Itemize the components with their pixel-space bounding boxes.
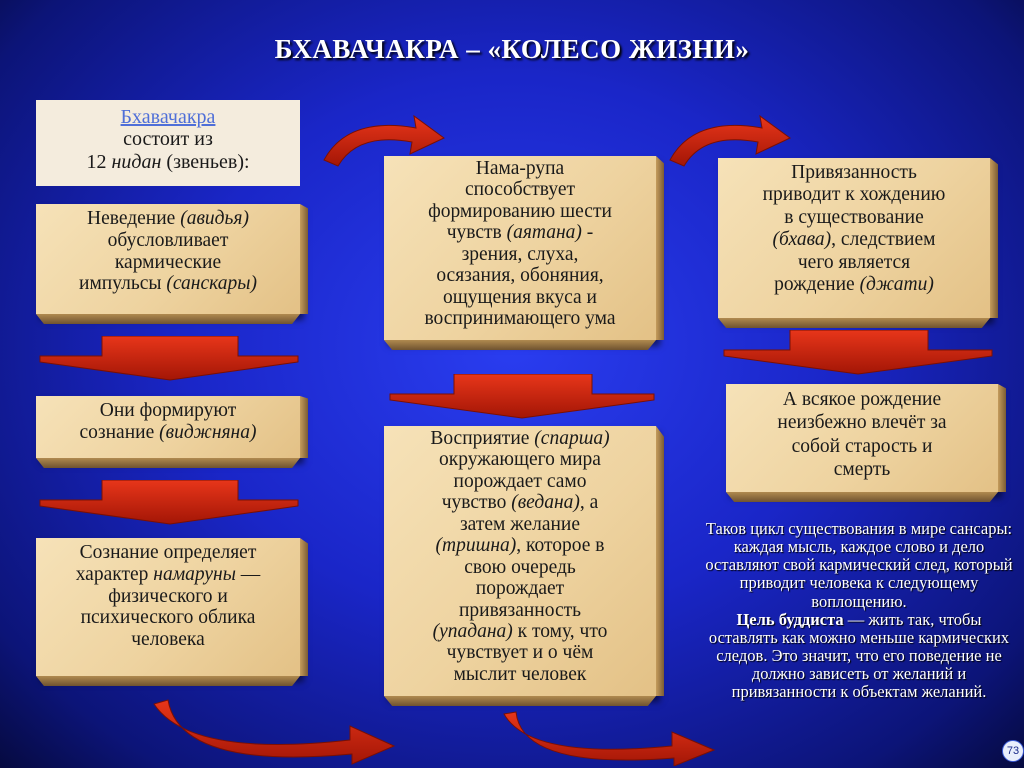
summary-text: Таков цикл существования в мире сансары: каждая мысль, каждое слово и дело оставляют свой кармический след, который приводит человека к следующему воплощению. Цель буддиста — жить так, чтобы оставлять как можно меньше кармических следов. Это значит, что его поведение не должно зависеть от желаний и привязанности к объектам желаний. xyxy=(705,519,1013,702)
box-line: свою очередь xyxy=(464,556,576,578)
down-arrow-icon xyxy=(36,480,302,526)
bhavachakra-link[interactable]: Бхавачакра xyxy=(120,106,216,128)
box-line: окружающего мира xyxy=(439,449,601,471)
box-line: в существование xyxy=(784,206,924,228)
box-line: психического облика xyxy=(80,607,256,629)
box-line: собой старость и xyxy=(791,435,933,457)
intro-box xyxy=(36,100,300,186)
box-line: характер намаруны — xyxy=(75,563,261,585)
box-line: Сознание определяет xyxy=(79,542,257,563)
box-line: Нама-рупа xyxy=(475,158,565,179)
curved-arrow-icon xyxy=(150,696,400,766)
box-line: формированию шести xyxy=(428,200,612,222)
box-line: чувствует и о чём xyxy=(446,642,594,664)
box-line: смерть xyxy=(833,459,891,481)
box-line: порождает само xyxy=(453,470,587,492)
box-line: порождает xyxy=(475,578,565,600)
box-avidya xyxy=(36,204,300,314)
box-line: рождение (джати) xyxy=(774,274,934,296)
box-sparsha xyxy=(384,426,656,696)
box-line: (бхава), следствием xyxy=(772,229,936,251)
curved-arrow-icon xyxy=(664,110,794,170)
box-line: ощущения вкуса и xyxy=(443,286,597,308)
slide-title: БХАВАЧАКРА – «КОЛЕСО ЖИЗНИ» xyxy=(274,34,750,64)
box-line: приводит к хождению xyxy=(762,184,946,206)
box-line: физического и xyxy=(108,585,228,607)
box-death xyxy=(726,384,998,492)
box-vijnana xyxy=(36,396,300,458)
box-line: (тришна), которое в xyxy=(435,535,605,557)
box-line: мыслит человек xyxy=(453,663,587,685)
box-line: кармические xyxy=(114,251,222,273)
box-line: осязания, обоняния, xyxy=(436,265,604,287)
box-line: неизбежно влечёт за xyxy=(777,412,947,434)
box-line: Неведение (авидья) xyxy=(87,208,249,229)
box-line: чувство (ведана), а xyxy=(441,492,599,514)
box-line: привязанность xyxy=(458,599,582,621)
box-ayatana xyxy=(384,156,656,340)
box-line: А всякое рождение xyxy=(782,389,942,410)
down-arrow-icon xyxy=(386,374,658,420)
box-line: Привязанность xyxy=(791,162,917,183)
box-line: импульсы (санскары) xyxy=(79,273,257,295)
page-number-badge: 73 xyxy=(1002,740,1024,762)
box-line: затем желание xyxy=(459,513,581,535)
box-line: Они формируют xyxy=(99,400,237,421)
box-line: чувств (аятана) - xyxy=(446,222,594,244)
box-line: обусловливает xyxy=(107,229,229,251)
intro-line-2: состоит из xyxy=(123,128,213,151)
box-bhava xyxy=(718,158,990,318)
curved-arrow-icon xyxy=(500,708,720,766)
intro-line-3: 12 нидан (звеньев): xyxy=(86,150,250,173)
box-line: зрения, слуха, xyxy=(461,243,579,265)
down-arrow-icon xyxy=(720,330,996,376)
box-line: способствует xyxy=(464,179,576,201)
box-line: (упадана) к тому, что xyxy=(432,620,608,642)
box-line: человека xyxy=(131,629,205,651)
box-line: сознание (виджняна) xyxy=(79,421,257,443)
box-line: Восприятие (спарша) xyxy=(430,428,610,449)
box-namarupa-left xyxy=(36,538,300,676)
down-arrow-icon xyxy=(36,336,302,382)
curved-arrow-icon xyxy=(318,110,448,170)
box-line: чего является xyxy=(797,251,911,273)
box-line: воспринимающего ума xyxy=(424,308,616,330)
